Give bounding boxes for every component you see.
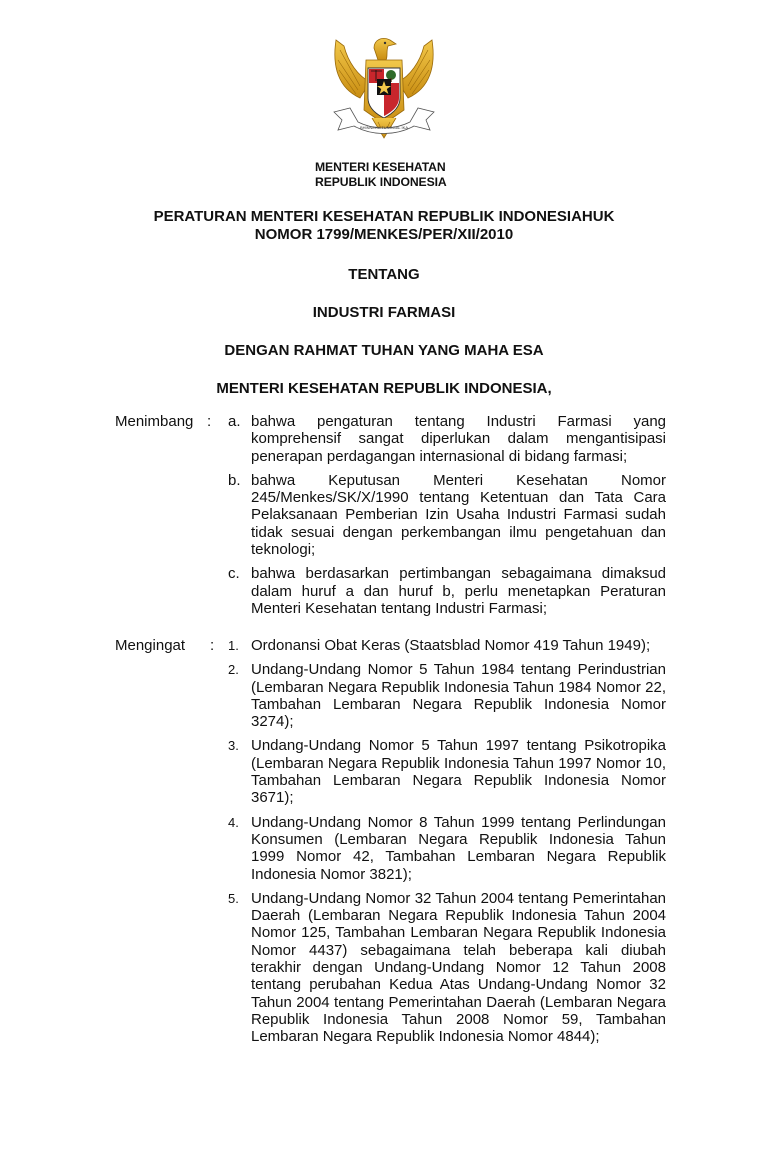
ministry-line-1: MENTERI KESEHATAN (315, 160, 446, 174)
ministry-header (315, 160, 447, 189)
menimbang-item-c (115, 565, 675, 617)
mengingat-label: Mengingat (115, 637, 186, 654)
mengingat-item-2 (115, 661, 675, 730)
item-marker: b. (228, 471, 241, 489)
mengingat-section (115, 637, 675, 1053)
item-marker: 3. (228, 738, 239, 754)
menimbang-item-a (115, 413, 675, 465)
menimbang-colon: : (207, 413, 212, 430)
item-text: Undang-Undang Nomor 8 Tahun 1999 tentang Perlindungan Konsumen (Lembaran Negara Republik Indonesia Tahun 1999 Nomor 42, Tambahan Lembaran Negara Republik Indonesia Nomor 3821); (251, 813, 666, 883)
item-marker: 1. (228, 638, 239, 653)
menimbang-section (115, 413, 675, 624)
regulation-title (0, 208, 768, 244)
item-marker: 4. (228, 814, 239, 830)
item-marker: a. (228, 413, 241, 430)
mengingat-colon: : (210, 637, 215, 654)
mengingat-item-1 (115, 637, 675, 654)
item-text: Undang-Undang Nomor 5 Tahun 1984 tentang Perindustrian (Lembaran Negara Republik Indonesia Tahun 1984 Nomor 22, Tambahan Lembaran Negara Republik Indonesia Nomor 3274); (251, 661, 666, 731)
regulation-title-line-1: PERATURAN MENTERI KESEHATAN REPUBLIK INDONESIAHUK (153, 208, 615, 225)
ministry-line-2: REPUBLIK INDONESIA (315, 174, 447, 189)
regulation-number: NOMOR 1799/MENKES/PER/XII/2010 (254, 226, 514, 243)
subject-heading: INDUSTRI FARMASI (312, 304, 456, 321)
mengingat-item-3 (115, 737, 675, 806)
item-marker: c. (228, 565, 240, 583)
item-marker: 2. (228, 662, 239, 678)
mengingat-item-4 (115, 814, 675, 883)
item-text: Undang-Undang Nomor 32 Tahun 2004 tentang Pemerintahan Daerah (Lembaran Negara Republik Indonesia Tahun 2004 Nomor 125, Tambahan Lembaran Negara Republik Indonesia Nomor 4437) sebagaimana telah beberapa kali diubah terakhir dengan Undang-Undang Nomor 12 Tahun 2008 tentang perubahan Kedua Atas Undang-Undang Nomor 32 Tahun 2004 tentang Pemerintahan Daerah (Lembaran Negara Republik Indonesia Tahun 2008 Nomor 59, Tambahan Lembaran Negara Republik Indonesia Nomor 4844); (251, 889, 666, 1046)
item-text: bahwa pengaturan tentang Industri Farmasi yang komprehensif sangat diperlukan dalam mengantisipasi penerapan perdagangan internasional di bidang farmasi; (251, 413, 666, 465)
menimbang-item-b (115, 472, 675, 558)
preamble-heading: DENGAN RAHMAT TUHAN YANG MAHA ESA (224, 342, 544, 359)
issuer-heading: MENTERI KESEHATAN REPUBLIK INDONESIA, (216, 380, 552, 397)
garuda-emblem-icon (330, 26, 438, 150)
mengingat-item-5 (115, 890, 675, 1046)
item-marker: 5. (228, 890, 239, 906)
menimbang-label: Menimbang (115, 413, 194, 430)
item-text: Ordonansi Obat Keras (Staatsblad Nomor 419 Tahun 1949); (251, 637, 651, 654)
item-text: bahwa berdasarkan pertimbangan sebagaimana dimaksud dalam huruf a dan huruf b, perlu menetapkan Peraturan Menteri Kesehatan tentang Industri Farmasi; (251, 565, 666, 617)
item-text: bahwa Keputusan Menteri Kesehatan Nomor 245/Menkes/SK/X/1990 tentang Ketentuan dan Tata Cara Pelaksanaan Pemberian Izin Usaha Industri Farmasi sudah tidak sesuai dengan perkembangan ilmu pengetahuan dan teknologi; (251, 471, 666, 559)
svg-text:BHINNEKA TUNGGAL IKA: BHINNEKA TUNGGAL IKA (359, 125, 409, 130)
tentang-heading: TENTANG (348, 266, 420, 283)
item-text: Undang-Undang Nomor 5 Tahun 1997 tentang Psikotropika (Lembaran Negara Republik Indonesia Tahun 1997 Nomor 10, Tambahan Lembaran Negara Republik Indonesia Nomor 3671); (251, 737, 666, 807)
